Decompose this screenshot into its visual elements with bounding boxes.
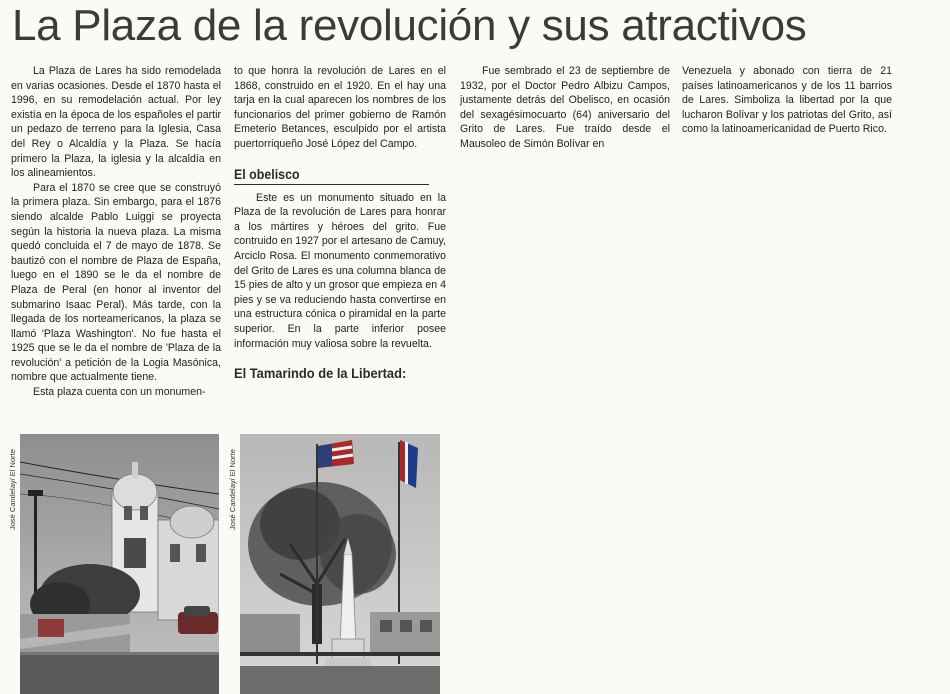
text-column-3 — [460, 64, 670, 152]
text-column-2 — [234, 64, 446, 388]
paragraph-tamarindo-cont: Venezuela y abonado con tierra de 21 países latinoamericanos y de los 11 barrios de Lares. Simboliza la libertad por la que lucharon Bolívar y los patriotas del Grito, así como la latinoamericanidad de Puerto Rico. — [682, 65, 892, 136]
obelisk-photo — [240, 434, 440, 694]
text-column-4 — [682, 64, 892, 137]
headline: La Plaza de la revolución y sus atractivos — [12, 1, 807, 50]
paragraph-obelisco: Este es un monumento situado en la Plaza de la revolución de Lares para honrar a los mártires y héroes del grito. Fue contruido en 1927 por el artesano de Camuy, Arciclo Rosa. El monumento conmemorativo del Grito de Lares es una columna blanca de 15 pies de alto y un grosor que empieza en 4 pies y se va reduciendo hasta convertirse en una estructura cónica o piramidal en la parte superior. En la parte inferior posee información muy valiosa sobre la revuelta. — [234, 191, 447, 350]
photo-credit-1: José Candelay/ El Norte — [8, 449, 17, 530]
paragraph-monument-cont: to que honra la revolución de Lares en el 1868, construido en el 1920. En el hay una tarja en la cual aparecen los nombres de los funcionarios del primer gobierno de Ramón Emeterio Betances, esculpido por el artista puertorriqueño José López del Campo. — [234, 65, 446, 150]
paragraph-tamarindo: Fue sembrado el 23 de septiembre de 1932, por el Doctor Pedro Albizu Campos, justamente detrás del Obelisco, en ocasión del sexagésimocuarto (64) aniversario del Grito de Lares. Fue traído desde el Mausoleo de Simón Bolívar en — [460, 65, 670, 150]
text-column-1 — [11, 64, 221, 400]
subhead-tamarindo: El Tamarindo de la Libertad: — [234, 365, 407, 382]
subhead-obelisco: El obelisco — [234, 166, 429, 185]
paragraph-plaza-remodel: La Plaza de Lares ha sido remodelada en varias ocasiones. Desde el 1870 hasta el 1996, en su remodelación actual. Por ley existía en la época de los españoles el partir un pedazo de terreno para la Iglesia, Casa del Rey o Alcaldía y la Plaza. Se hacía primero la Plaza, la iglesia y la alcaldía en los alineamientos. — [11, 65, 221, 180]
photo-credit-2: José Candelay/ El Norte — [228, 449, 237, 530]
paragraph-plaza-history: Para el 1870 se cree que se construyó la primera plaza. Sin embargo, para el 1876 siendo alcalde Pablo Luiggi se proyecta según la historia la nueva plaza. La misma quedó concluida el 7 de mayo de 1878. Se bautizó con el nombre de Plaza de España, luego en el 1890 se le da el nombre de Plaza de Peral (en honor al inventor del submarino Isaac Peral). Más tarde, con la llegada de los norteamericanos, la plaza se llamó 'Plaza Washington'. No fue hasta el 1925 que se le da el nombre de 'Plaza de la revolución' a petición de la Logia Masónica, nombre que actualmente tiene. — [11, 181, 221, 384]
church-photo — [20, 434, 219, 694]
paragraph-monument-start: Esta plaza cuenta con un monumen- — [33, 386, 206, 399]
